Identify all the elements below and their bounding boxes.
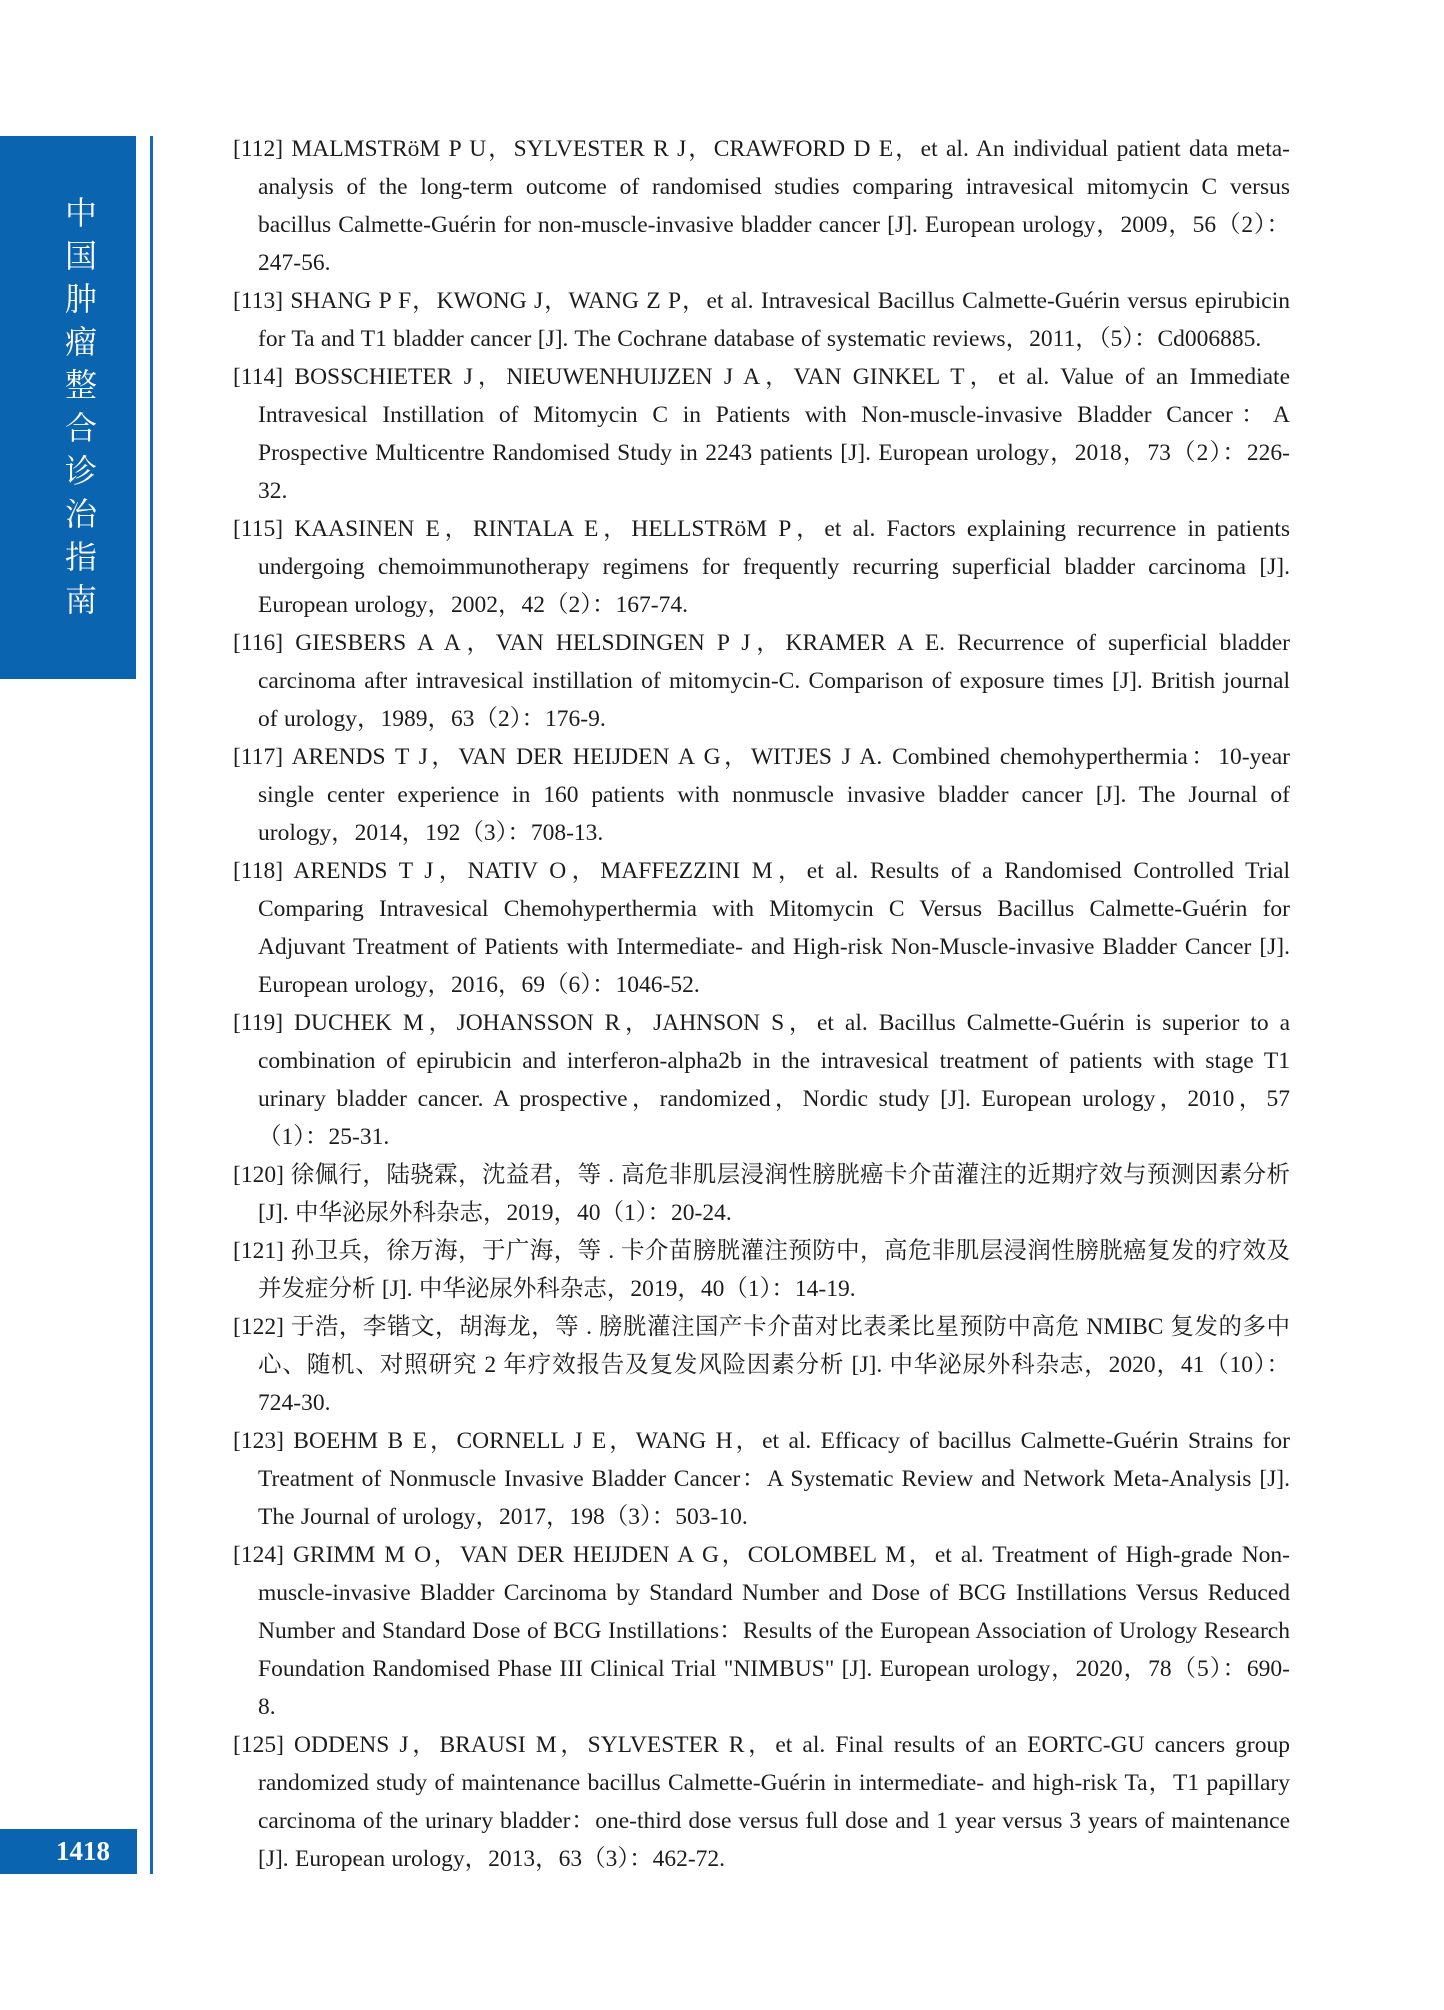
reference-item bbox=[233, 282, 1290, 358]
reference-text: GRIMM M O，VAN DER HEIJDEN A G，COLOMBEL M，et al. Treatment of High-grade Non-muscle-invasive Bladder Carcinoma by Standard Number and Dose of BCG Instillations Versus Reduced Number and Standard Dose of BCG Instillations：Results of the European Association of Urology Research Foundation Randomised Phase III Clinical Trial "NIMBUS" [J]. European urology，2020，78（5）：690-8. bbox=[258, 1542, 1291, 1720]
sidebar-title-char: 南 bbox=[64, 582, 97, 618]
reference-text: GIESBERS A A，VAN HELSDINGEN P J，KRAMER A E. Recurrence of superficial bladder carcinoma after intravesical instillation of mitomycin-C. Comparison of exposure times [J]. British journal of urology，1989，63（2）：176-9. bbox=[258, 630, 1291, 732]
page-number: 1418 bbox=[56, 1836, 110, 1866]
reference-item bbox=[233, 358, 1290, 510]
reference-item bbox=[233, 738, 1290, 852]
sidebar-title bbox=[0, 136, 136, 622]
reference-text: DUCHEK M，JOHANSSON R，JAHNSON S，et al. Bacillus Calmette-Guérin is superior to a combination of epirubicin and interferon-alpha2b in the intravesical treatment of patients with stage T1 urinary bladder cancer. A prospective，randomized，Nordic study [J]. European urology，2010，57（1）：25-31. bbox=[258, 1010, 1290, 1150]
reference-text: SHANG P F，KWONG J，WANG Z P，et al. Intravesical Bacillus Calmette-Guérin versus epirubicin for Ta and T1 bladder cancer [J]. The Cochrane database of systematic reviews，2011，（5）：Cd006885. bbox=[258, 288, 1291, 352]
reference-item bbox=[233, 852, 1290, 1004]
references-list bbox=[233, 130, 1290, 1878]
reference-number: [115] bbox=[233, 516, 284, 542]
sidebar-title-char: 治 bbox=[64, 496, 97, 532]
reference-number: [119] bbox=[233, 1010, 284, 1036]
reference-item bbox=[233, 130, 1290, 282]
reference-number: [116] bbox=[233, 630, 284, 656]
reference-text: KAASINEN E，RINTALA E，HELLSTRöM P，et al. Factors explaining recurrence in patients undergoing chemoimmunotherapy regimens for frequently recurring superficial bladder carcinoma [J]. European urology，2002，42（2）：167-74. bbox=[258, 516, 1291, 618]
reference-number: [114] bbox=[233, 364, 284, 390]
reference-number: [112] bbox=[233, 136, 284, 162]
reference-text: BOEHM B E，CORNELL J E，WANG H，et al. Efficacy of bacillus Calmette-Guérin Strains for Treatment of Nonmuscle Invasive Bladder Cancer：A Systematic Review and Network Meta-Analysis [J]. The Journal of urology，2017，198（3）：503-10. bbox=[258, 1428, 1291, 1530]
reference-number: [123] bbox=[233, 1428, 284, 1454]
reference-text: ODDENS J，BRAUSI M，SYLVESTER R，et al. Final results of an EORTC-GU cancers group randomized study of maintenance bacillus Calmette-Guérin in intermediate- and high-risk Ta，T1 papillary carcinoma of the urinary bladder：one-third dose versus full dose and 1 year versus 3 years of maintenance [J]. European urology，2013，63（3）：462-72. bbox=[258, 1732, 1291, 1872]
reference-number: [118] bbox=[233, 858, 284, 884]
reference-text: 于浩，李锴文，胡海龙，等 . 膀胱灌注国产卡介苗对比表柔比星预防中高危 NMIBC 复发的多中心、随机、对照研究 2 年疗效报告及复发风险因素分析 [J]. 中华泌尿外科杂志，2020，41（10）：724-30. bbox=[258, 1314, 1291, 1416]
reference-item bbox=[233, 510, 1290, 624]
reference-item bbox=[233, 1726, 1290, 1878]
reference-item bbox=[233, 1422, 1290, 1536]
sidebar-title-char: 肿 bbox=[64, 281, 97, 317]
sidebar-title-char: 国 bbox=[64, 238, 97, 274]
reference-number: [113] bbox=[233, 288, 284, 314]
reference-number: [117] bbox=[233, 744, 284, 770]
sidebar-title-char: 指 bbox=[64, 539, 97, 575]
sidebar-title-char: 整 bbox=[64, 367, 97, 403]
page-number-badge bbox=[0, 1829, 137, 1874]
sidebar-title-char: 合 bbox=[64, 410, 97, 446]
sidebar-banner bbox=[0, 136, 136, 679]
sidebar-title-char: 诊 bbox=[64, 453, 97, 489]
reference-text: MALMSTRöM P U，SYLVESTER R J，CRAWFORD D E，et al. An individual patient data meta-analysis of the long-term outcome of randomised studies comparing intravesical mitomycin C versus bacillus Calmette-Guérin for non-muscle-invasive bladder cancer [J]. European urology，2009，56（2）：247-56. bbox=[258, 136, 1290, 276]
reference-item bbox=[233, 1004, 1290, 1156]
reference-number: [124] bbox=[233, 1542, 284, 1568]
reference-item bbox=[233, 1536, 1290, 1726]
reference-item bbox=[233, 1232, 1290, 1308]
reference-text: ARENDS T J，VAN DER HEIJDEN A G，WITJES J A. Combined chemohyperthermia：10-year single center experience in 160 patients with nonmuscle invasive bladder cancer [J]. The Journal of urology，2014，192（3）：708-13. bbox=[258, 744, 1290, 846]
reference-number: [125] bbox=[233, 1732, 284, 1758]
reference-text: BOSSCHIETER J，NIEUWENHUIJZEN J A，VAN GINKEL T，et al. Value of an Immediate Intravesical Instillation of Mitomycin C in Patients with Non-muscle-invasive Bladder Cancer：A Prospective Multicentre Randomised Study in 2243 patients [J]. European urology，2018，73（2）：226-32. bbox=[258, 364, 1291, 504]
reference-item bbox=[233, 1308, 1290, 1422]
reference-text: ARENDS T J，NATIV O，MAFFEZZINI M，et al. Results of a Randomised Controlled Trial Comparing Intravesical Chemohyperthermia with Mitomycin C Versus Bacillus Calmette-Guérin for Adjuvant Treatment of Patients with Intermediate- and High-risk Non-Muscle-invasive Bladder Cancer [J]. European urology，2016，69（6）：1046-52. bbox=[258, 858, 1290, 998]
reference-number: [122] bbox=[233, 1314, 284, 1340]
reference-item bbox=[233, 624, 1290, 738]
margin-divider-line bbox=[150, 136, 153, 1874]
reference-number: [120] bbox=[233, 1162, 284, 1188]
reference-text: 孙卫兵，徐万海，于广海，等 . 卡介苗膀胱灌注预防中，高危非肌层浸润性膀胱癌复发的疗效及并发症分析 [J]. 中华泌尿外科杂志，2019，40（1）：14-19. bbox=[258, 1238, 1291, 1302]
reference-item bbox=[233, 1156, 1290, 1232]
reference-text: 徐佩行，陆骁霖，沈益君，等 . 高危非肌层浸润性膀胱癌卡介苗灌注的近期疗效与预测因素分析 [J]. 中华泌尿外科杂志，2019，40（1）：20-24. bbox=[258, 1162, 1291, 1226]
sidebar-title-char: 瘤 bbox=[64, 324, 97, 360]
sidebar-title-char: 中 bbox=[64, 195, 97, 231]
reference-number: [121] bbox=[233, 1238, 284, 1264]
